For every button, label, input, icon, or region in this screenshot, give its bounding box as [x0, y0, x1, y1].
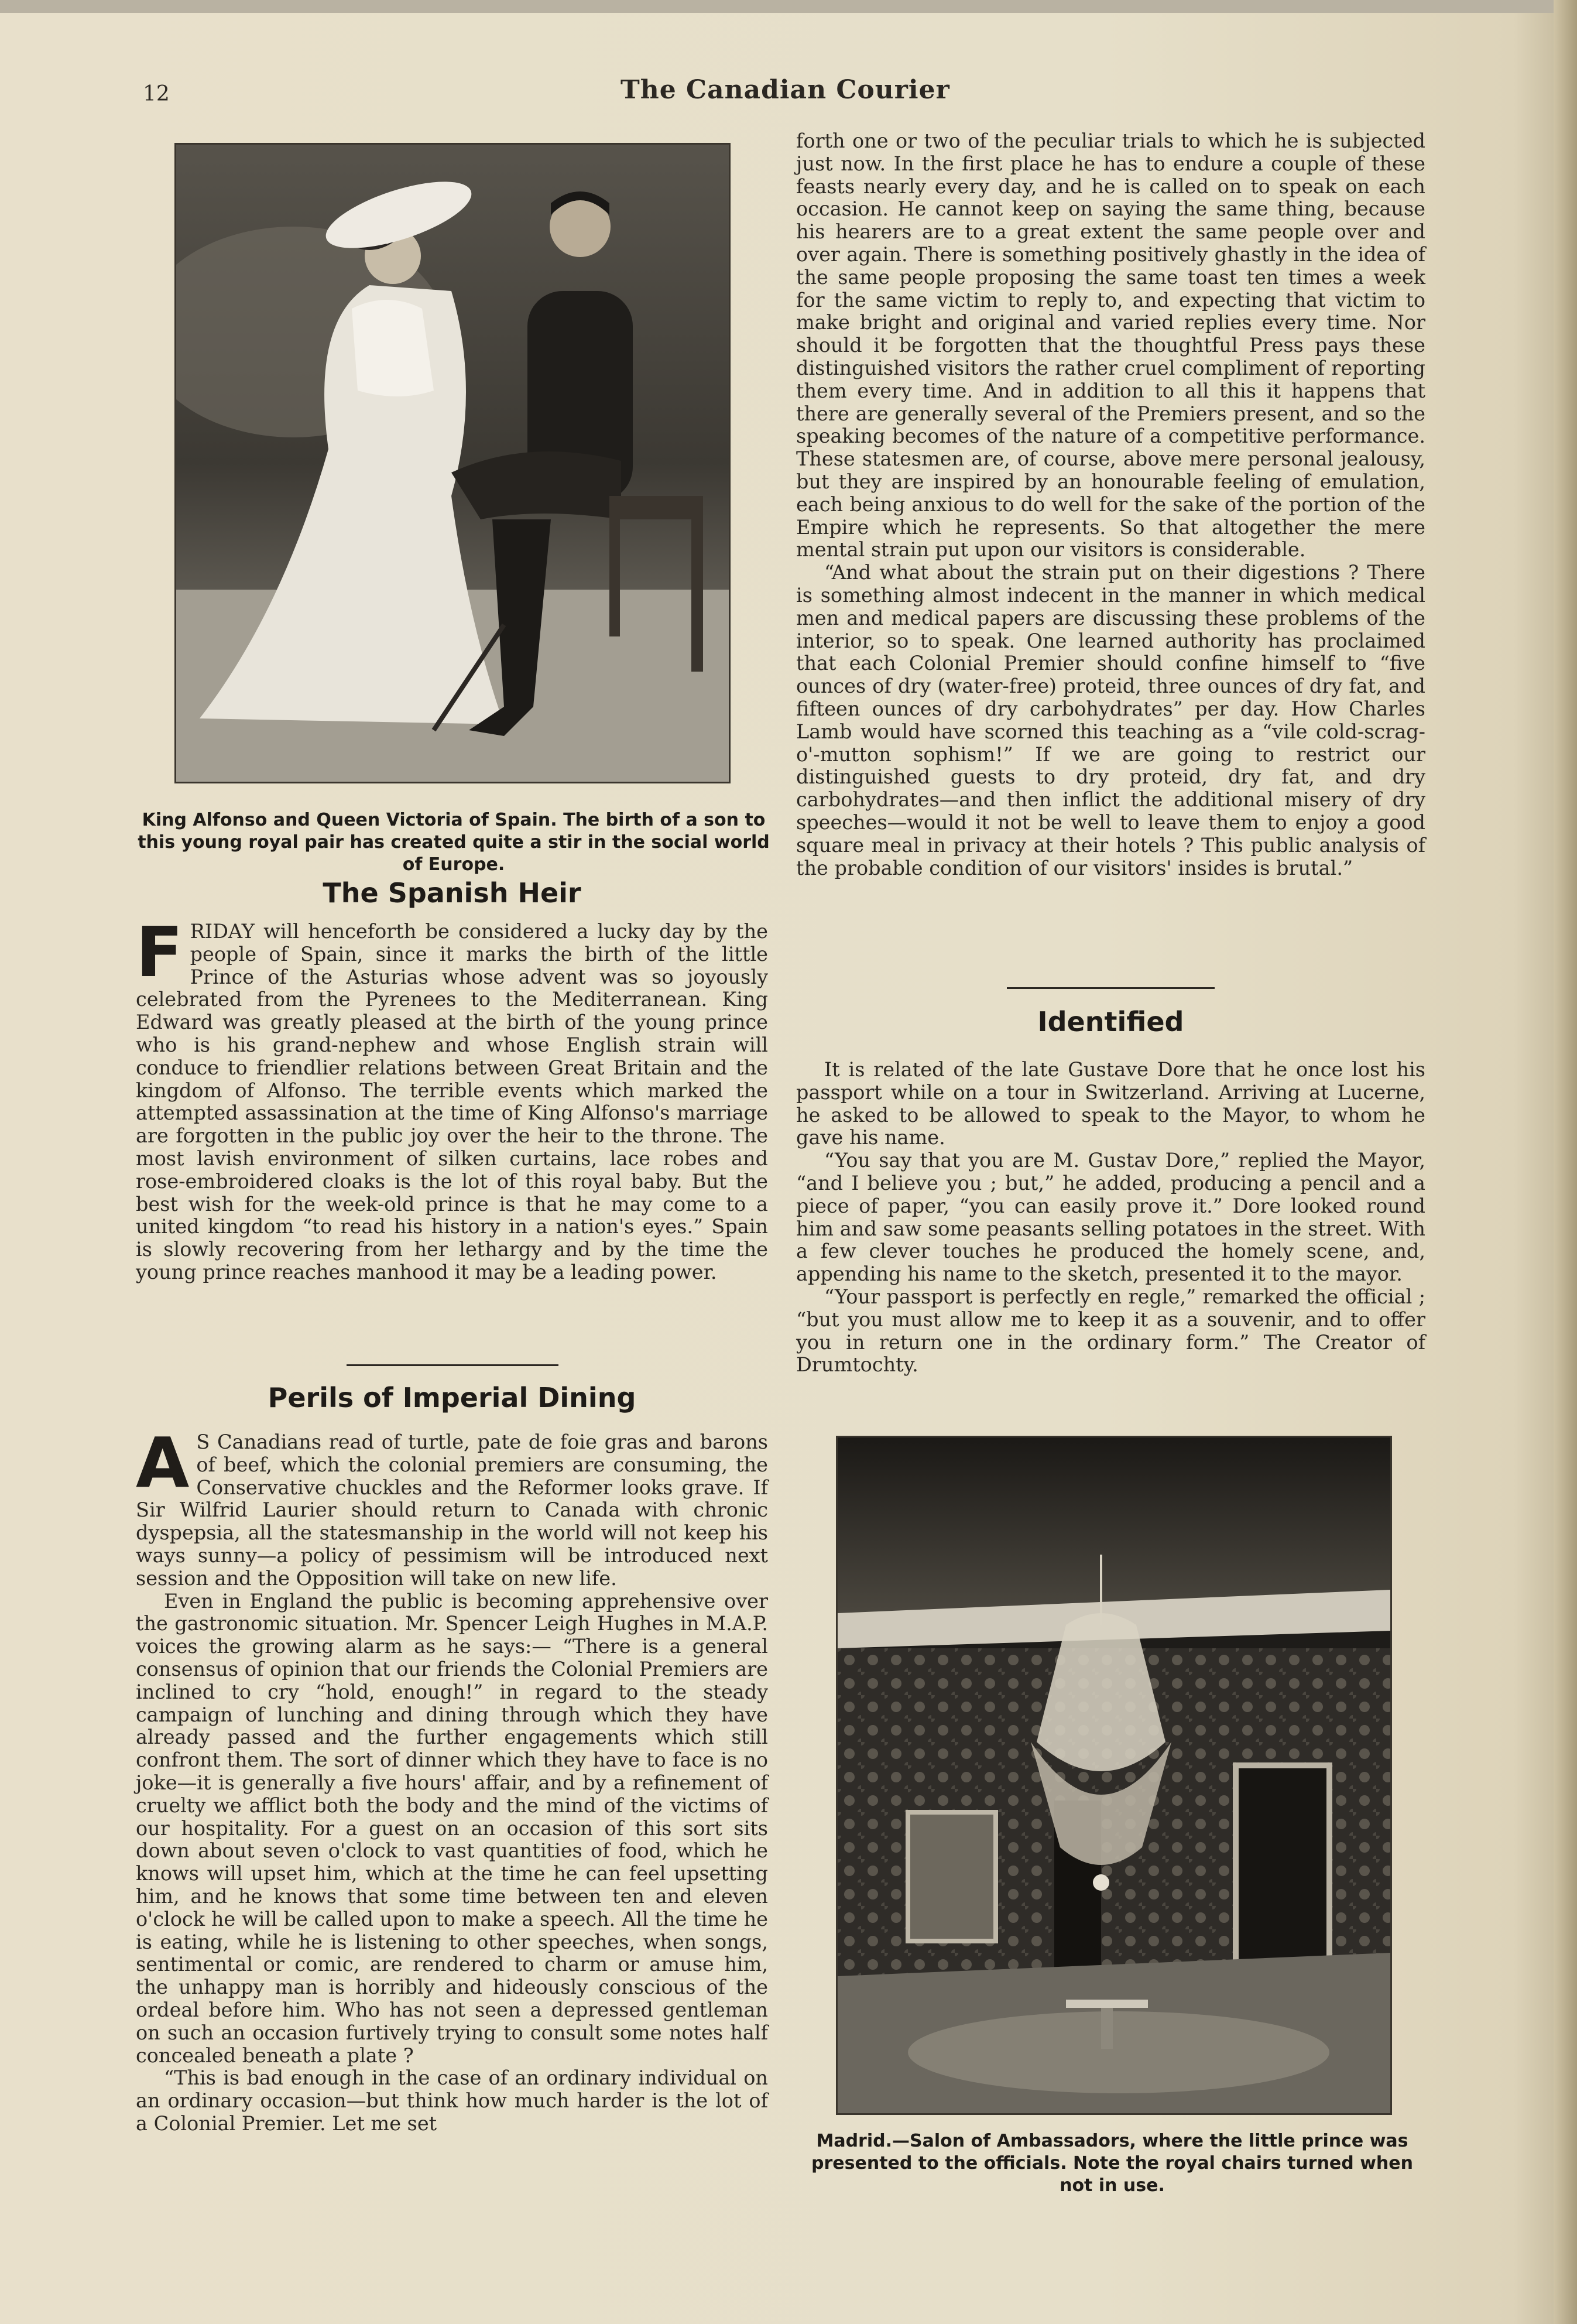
- article-body: [136, 912, 768, 1284]
- article-title: Perils of Imperial Dining: [268, 1382, 636, 1413]
- salon-illustration: [838, 1437, 1390, 2113]
- article-paragraph: “And what about the strain put on their digestions ? There is something almost indecent in the manner in which medical men and medical papers are discussing these problems of the interior, so to speak. One learned authority has proclaimed that each Colonial Premier should confine himself to “five ounces of dry (water-free) proteid, three ounces of dry fat, and fifteen ounces of dry carbohydrates” per day. How Charles Lamb would have scorned this teaching as a “vile cold-scrag-o'-mutton sophism!” If we are going to restrict our distinguished guests to dry proteid, dry fat, and dry carbohydrates—and then inflict the additional misery of dry speeches—would it not be well to leave them to enjoy a good square meal in privacy at their hotels ? This public analysis of the probable condition of our visitors' insides is brutal.”: [796, 561, 1425, 879]
- article-continuation: [796, 130, 1425, 879]
- royal-couple-illustration: [176, 145, 729, 782]
- salon-of-ambassadors-photo: [836, 1436, 1392, 2115]
- section-divider: [1007, 987, 1215, 989]
- article-paragraph: Even in England the public is becoming apprehensive over the gastronomic situation. Mr. Spencer Leigh Hughes in M.A.P. voices the growing alarm as he says:— “There is a general consensus of opinion that our friends the Colonial Premiers are inclined to cry “hold, enough!” in regard to the steady campaign of lunching and dining through which they have already passed and the further engagements which still confront them. The sort of dinner which they have to face is no joke—it is generally a five hours' affair, and by a refinement of cruelty we afflict both the body and the mind of the victims of our hospitality. For a guest on an occasion of this sort sits down about seven o'clock to vast quantities of food, which he knows will upset him, which at the time he can feel upsetting him, and he knows that some time between ten and eleven o'clock he will be called upon to make a speech. All the time he is eating, while he is listening to other speeches, when songs, sentimental or comic, are rendered to charm or amuse him, the unhappy man is horribly and hideously conscious of the ordeal before him. Who has not seen a depressed gentleman on such an occasion furtively trying to consult some notes half concealed beneath a plate ?: [136, 1589, 768, 2067]
- article-paragraph: It is related of the late Gustave Dore that he once lost his passport while on a tour in Switzerland. Arriving at Lucerne, he asked to be allowed to speak to the Mayor, to whom he gave his name.: [796, 1058, 1425, 1149]
- article-title: The Spanish Heir: [323, 877, 581, 909]
- article-paragraph: “You say that you are M. Gustav Dore,” replied the Mayor, “and I believe you ; but,” he added, producing a pencil and a piece of paper, “you can easily prove it.” Dore looked round him and saw some peasants selling potatoes in the street. With a few clever touches he produced the homely scene, and, appending his name to the sketch, presented it to the mayor.: [796, 1149, 1425, 1286]
- identified-article: [796, 1006, 1425, 1377]
- page-number: 12: [143, 82, 170, 106]
- article-paragraph: forth one or two of the peculiar trials to which he is subjected just now. In the first place he has to endure a couple of these feasts nearly every day, and he is called on to speak on each occasion. He cannot keep on saying the same thing, because his hearers are to a great extent the same people over and over again. There is something positively ghastly in the idea of the same people proposing the same toast ten times a week for the same victim to reply to, and expecting that victim to make bright and original and varied replies every time. Nor should it be forgotten that the thoughtful Press pays these distinguished visitors the rather cruel compliment of reporting them every time. And in addition to all this it happens that there are generally several of the Premiers present, and so the speaking becomes of the nature of a competitive performance. These statesmen are, of course, above mere personal jealousy, but they are inspired by an honourable feeling of emulation, each being anxious to do well for the sake of the portion of the Empire which he represents. So that altogether the mere mental strain put upon our visitors is considerable.: [796, 129, 1425, 562]
- article-body: [796, 1059, 1425, 1377]
- section-divider: [347, 1364, 558, 1366]
- royal-couple-photo: [174, 143, 731, 783]
- imperial-dining-article: [136, 1380, 768, 2135]
- salon-caption: Madrid.—Salon of Ambassadors, where the little prince was presented to the officials. Note the royal chairs turned when not in use.: [811, 2131, 1413, 2196]
- drop-cap: F: [136, 912, 183, 992]
- article-paragraph: S Canadians read of turtle, pate de foie gras and barons of beef, which the colonial premiers are consuming, the Conservative chuckles and the Reformer looks grave. If Sir Wilfrid Laurier should return to Canada with chronic dyspepsia, all the statesmanship in the world will not keep his ways sunny—a policy of pessimism will be introduced next session and the Opposition will take on new life.: [136, 1430, 768, 1590]
- drop-cap: A: [136, 1422, 190, 1503]
- article-paragraph: RIDAY will henceforth be considered a lucky day by the people of Spain, since it marks the birth of the little Prince of the Asturias whose advent was so joyously celebrated from the Pyrenees to the Mediterranean. King Edward was greatly pleased at the birth of the young prince who is his grand-nephew and whose English strain will conduce to friendlier relations between Great Britain and the kingdom of Alfonso. The terrible events which marked the attempted assassination at the time of King Alfonso's marriage are forgotten in the public joy over the heir to the throne. The most lavish environment of silken curtains, lace robes and rose-embroidered cloaks is the lot of this royal baby. But the best wish for the week-old prince is that he may come to a united kingdom “to read his history in a nation's eyes.” Spain is slowly recovering from her lethargy and by the time the young prince reaches manhood it may be a leading power.: [136, 920, 768, 1283]
- spanish-heir-article: [136, 877, 768, 1284]
- article-body: [136, 1422, 768, 2135]
- article-paragraph: “This is bad enough in the case of an ordinary individual on an ordinary occasion—but think how much harder is the lot of a Colonial Premier. Let me set: [136, 2066, 768, 2135]
- article-paragraph: “Your passport is perfectly en regle,” remarked the official ; “but you must allow me to keep it as a souvenir, and to offer you in return one in the ordinary form.” The Creator of Drumtochty.: [796, 1285, 1425, 1377]
- royal-couple-caption: King Alfonso and Queen Victoria of Spain. The birth of a son to this young royal pair has created quite a stir in the social world of Europe.: [138, 810, 770, 875]
- article-title: Identified: [1037, 1006, 1184, 1038]
- binding-edge: [1554, 0, 1577, 2324]
- publication-title: The Canadian Courier: [620, 75, 950, 105]
- page-top-edge: [0, 0, 1577, 13]
